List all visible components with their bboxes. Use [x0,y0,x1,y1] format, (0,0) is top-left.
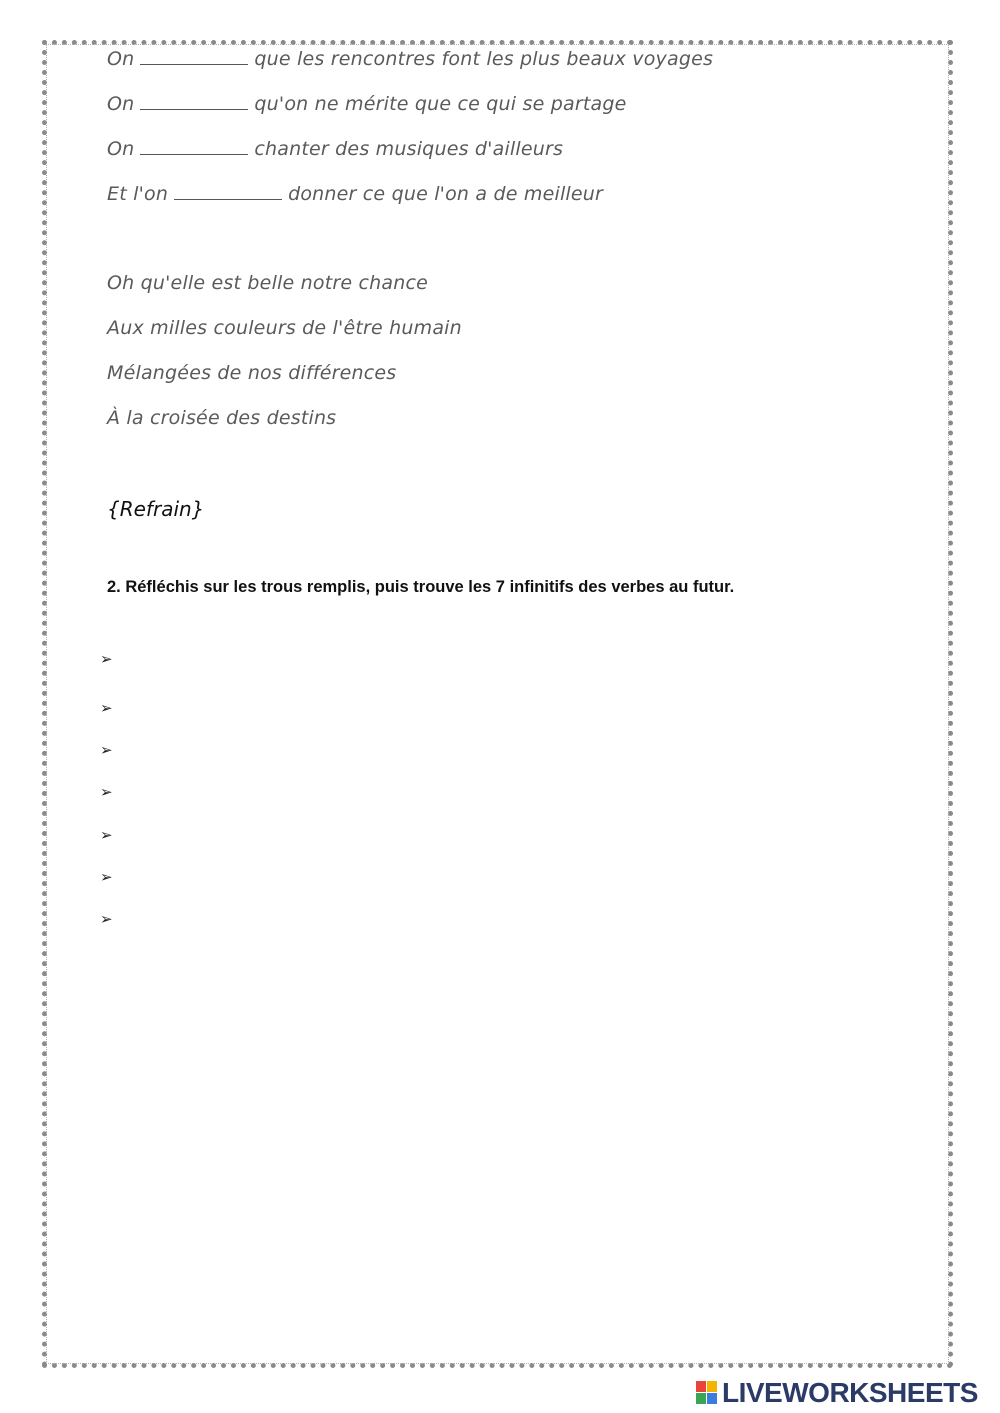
verse-line [107,138,563,160]
answer-bullet-icon: ➢ [100,741,113,759]
verse-suffix: qu'on ne mérite que ce qui se partage [254,93,627,115]
stanza-line: Mélangées de nos différences [107,362,397,384]
verse-line [107,93,627,115]
stanza-line: Aux milles couleurs de l'être humain [107,317,462,339]
refrain-label: {Refrain} [107,497,205,521]
verse-suffix: que les rencontres font les plus beaux voyages [254,48,714,70]
stanza-line: Oh qu'elle est belle notre chance [107,272,429,294]
verse-line [107,48,713,70]
verse-prefix: On [107,93,135,115]
question-text: 2. Réfléchis sur les trous remplis, puis trouve les 7 infinitifs des verbes au futur. [107,578,735,596]
verse-prefix: On [107,48,135,70]
page-border-inner [46,44,949,1364]
verse-suffix: chanter des musiques d'ailleurs [254,138,564,160]
verse-prefix: On [107,138,135,160]
fill-in-blank[interactable] [140,138,248,155]
verse-suffix: donner ce que l'on a de meilleur [288,183,604,205]
fill-in-blank[interactable] [174,183,282,200]
stanza-line: À la croisée des destins [107,407,337,429]
verse-line [107,183,603,205]
answer-bullet-icon: ➢ [100,868,113,886]
answer-bullet-icon: ➢ [100,910,113,928]
answer-bullet-icon: ➢ [100,783,113,801]
verse-prefix: Et l'on [107,183,169,205]
fill-in-blank[interactable] [140,93,248,110]
liveworksheets-logo[interactable] [696,1378,978,1408]
answer-bullet-icon: ➢ [100,699,113,717]
logo-mark-icon [696,1381,718,1405]
fill-in-blank[interactable] [140,48,248,65]
answer-bullet-icon: ➢ [100,650,113,668]
logo-text: LIVEWORKSHEETS [722,1377,978,1408]
answer-bullet-icon: ➢ [100,826,113,844]
